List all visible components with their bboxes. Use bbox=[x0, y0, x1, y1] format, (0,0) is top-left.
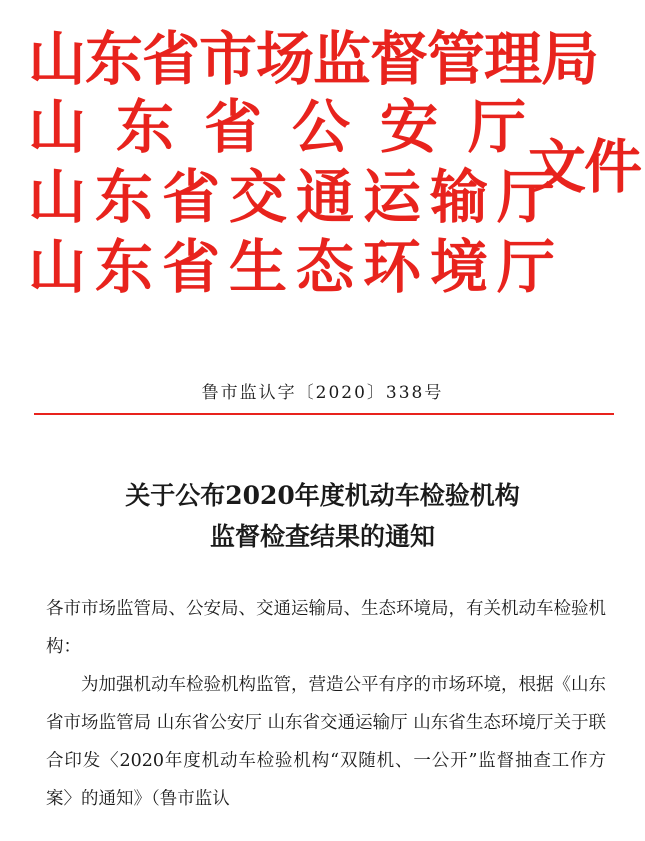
document-header bbox=[28, 24, 641, 314]
agency-name-transport: 山东省交通运输厅 bbox=[28, 163, 565, 231]
document-number: 鲁市监认字〔2020〕338号 bbox=[201, 383, 444, 403]
document-suffix: 文件 bbox=[528, 133, 641, 201]
header-divider bbox=[34, 413, 614, 415]
salutation: 各市市场监管局、公安局、交通运输局、生态环境局，有关机动车检验机构： bbox=[46, 599, 606, 657]
document-title-line1: 关于公布2020年度机动车检验机构 bbox=[125, 481, 520, 510]
agency-name-market-regulation: 山东省市场监督管理局 bbox=[28, 25, 599, 93]
document-title-line2: 监督检查结果的通知 bbox=[209, 522, 435, 551]
document-body bbox=[46, 590, 606, 818]
body-paragraph: 为加强机动车检验机构监管，营造公平有序的市场环境，根据《山东省市场监管局 山东省公安厅 山东省交通运输厅 山东省生态环境厅关于联合印发〈2020年度机动车检验机构“双随机、一公开”监督抽查工作方案〉的通知》（鲁市监认 bbox=[46, 675, 606, 809]
agency-name-public-security: 山东省公安厅 bbox=[28, 93, 557, 161]
agency-name-ecology-environment: 山东省生态环境厅 bbox=[28, 233, 565, 301]
